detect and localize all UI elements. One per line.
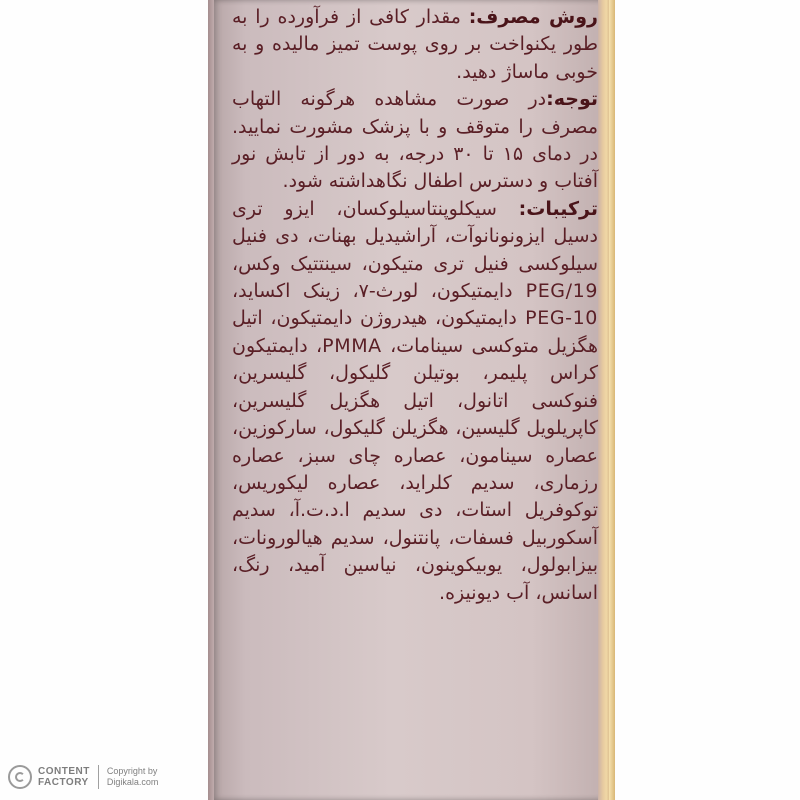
note-text: در صورت مشاهده هرگونه التهاب مصرف را متوقف و با پزشک مشورت نمایید. در دمای ۱۵ تا ۳۰ درجه، به دور از تابش نور آفتاب و دسترس اطفال نگاهداشته شود. bbox=[232, 88, 599, 193]
watermark bbox=[8, 762, 158, 792]
watermark-copyright bbox=[107, 766, 159, 788]
watermark-copyright-line2: Digikala.com bbox=[106, 777, 159, 787]
package-printed-text bbox=[232, 4, 598, 607]
watermark-brand-line2: FACTORY bbox=[38, 777, 89, 788]
instructions-heading: روش مصرف: bbox=[468, 6, 598, 28]
instructions-text: مقدار کافی از فرآورده را به طور یکنواخت بر روی پوست تمیز مالیده و به خوبی ماساژ دهید. bbox=[232, 6, 598, 83]
note-paragraph bbox=[232, 86, 598, 196]
ingredients-paragraph bbox=[232, 196, 598, 607]
note-heading: توجه: bbox=[546, 88, 598, 111]
instructions-paragraph bbox=[232, 4, 598, 86]
ingredients-text: سیکلوپنتاسیلوکسان، ایزو تری دسیل ایزونونانوآت، آراشیدیل بهنات، دی فنیل سیلوکسی فنیل تری متیکون، سینتتیک وکس، PEG/19 دایمتیکون، لورث-۷، زینک اکساید، PEG-10 دایمتیکون، هیدروژن دایمتیکون، اتیل هگزیل متوکسی سینامات، PMMA، دایمتیکون کراس پلیمر، بوتیلن گلیکول، گلیسرین، فنوکسی اتانول، اتیل هگزیل گلیسرین، کاپریلویل گلیسین، هگزیلن گلیکول، سارکوزین، عصاره سینامون، عصاره چای سبز، عصاره رزماری، سدیم کلراید، عصاره لیکوریس، توکوفریل استات، دی سدیم ا.د.ت.آ، سدیم آسکوربیل فسفات، پانتنول، سدیم هیالورونات، بیزابولول، یوبیکوینون، نیاسین آمید، رنگ، اسانس، آب دیونیزه. bbox=[232, 197, 599, 604]
watermark-brand-line1: CONTENT bbox=[38, 766, 90, 777]
package-gold-trim bbox=[609, 0, 615, 800]
content-factory-logo-icon bbox=[8, 765, 32, 789]
watermark-divider bbox=[98, 765, 99, 789]
watermark-brand bbox=[38, 766, 90, 788]
watermark-copyright-line1: Copyright by bbox=[106, 766, 158, 776]
ingredients-heading: ترکیبات: bbox=[518, 197, 598, 220]
